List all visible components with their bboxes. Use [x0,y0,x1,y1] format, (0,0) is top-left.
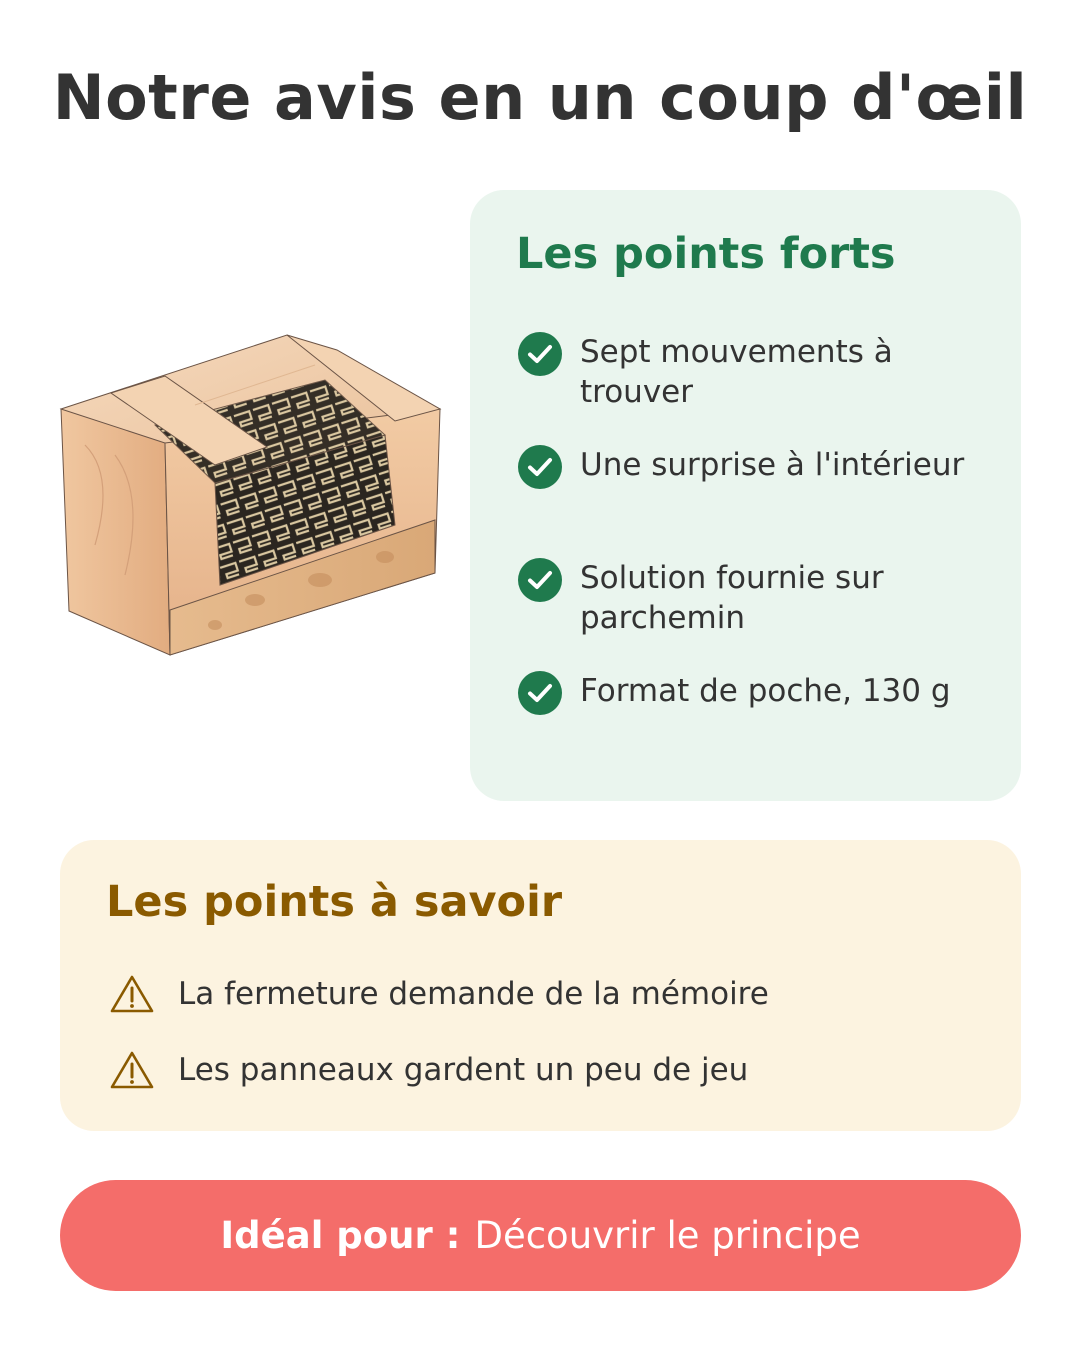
list-item [110,972,990,1048]
strengths-card [470,190,1021,801]
ideal-for-value: Découvrir le principe [474,1214,861,1257]
ideal-for-banner [60,1180,1021,1291]
list-item [518,332,978,445]
check-circle-icon [518,445,562,489]
strengths-title: Les points forts [516,229,896,279]
strength-text: Sept mouvements à trouver [580,334,893,410]
list-item [518,671,978,784]
strength-text: Format de poche, 130 g [580,673,951,709]
notes-title: Les points à savoir [106,877,563,927]
check-circle-icon [518,332,562,376]
list-item [110,1048,990,1124]
strength-text: Solution fournie sur parchemin [580,560,884,636]
wooden-puzzle-box-illustration [55,325,445,665]
strengths-list [518,332,978,784]
list-item [518,445,978,558]
notes-card [60,840,1021,1131]
notes-list [110,972,990,1124]
page-title: Notre avis en un coup d'œil [52,61,1028,134]
warning-icon [110,1050,154,1090]
warning-icon [110,974,154,1014]
note-text: Les panneaux gardent un peu de jeu [178,1052,749,1088]
note-text: La fermeture demande de la mémoire [178,976,769,1012]
check-circle-icon [518,671,562,715]
check-circle-icon [518,558,562,602]
strength-text: Une surprise à l'intérieur [580,447,965,483]
list-item [518,558,978,671]
ideal-for-label: Idéal pour : [220,1214,461,1257]
